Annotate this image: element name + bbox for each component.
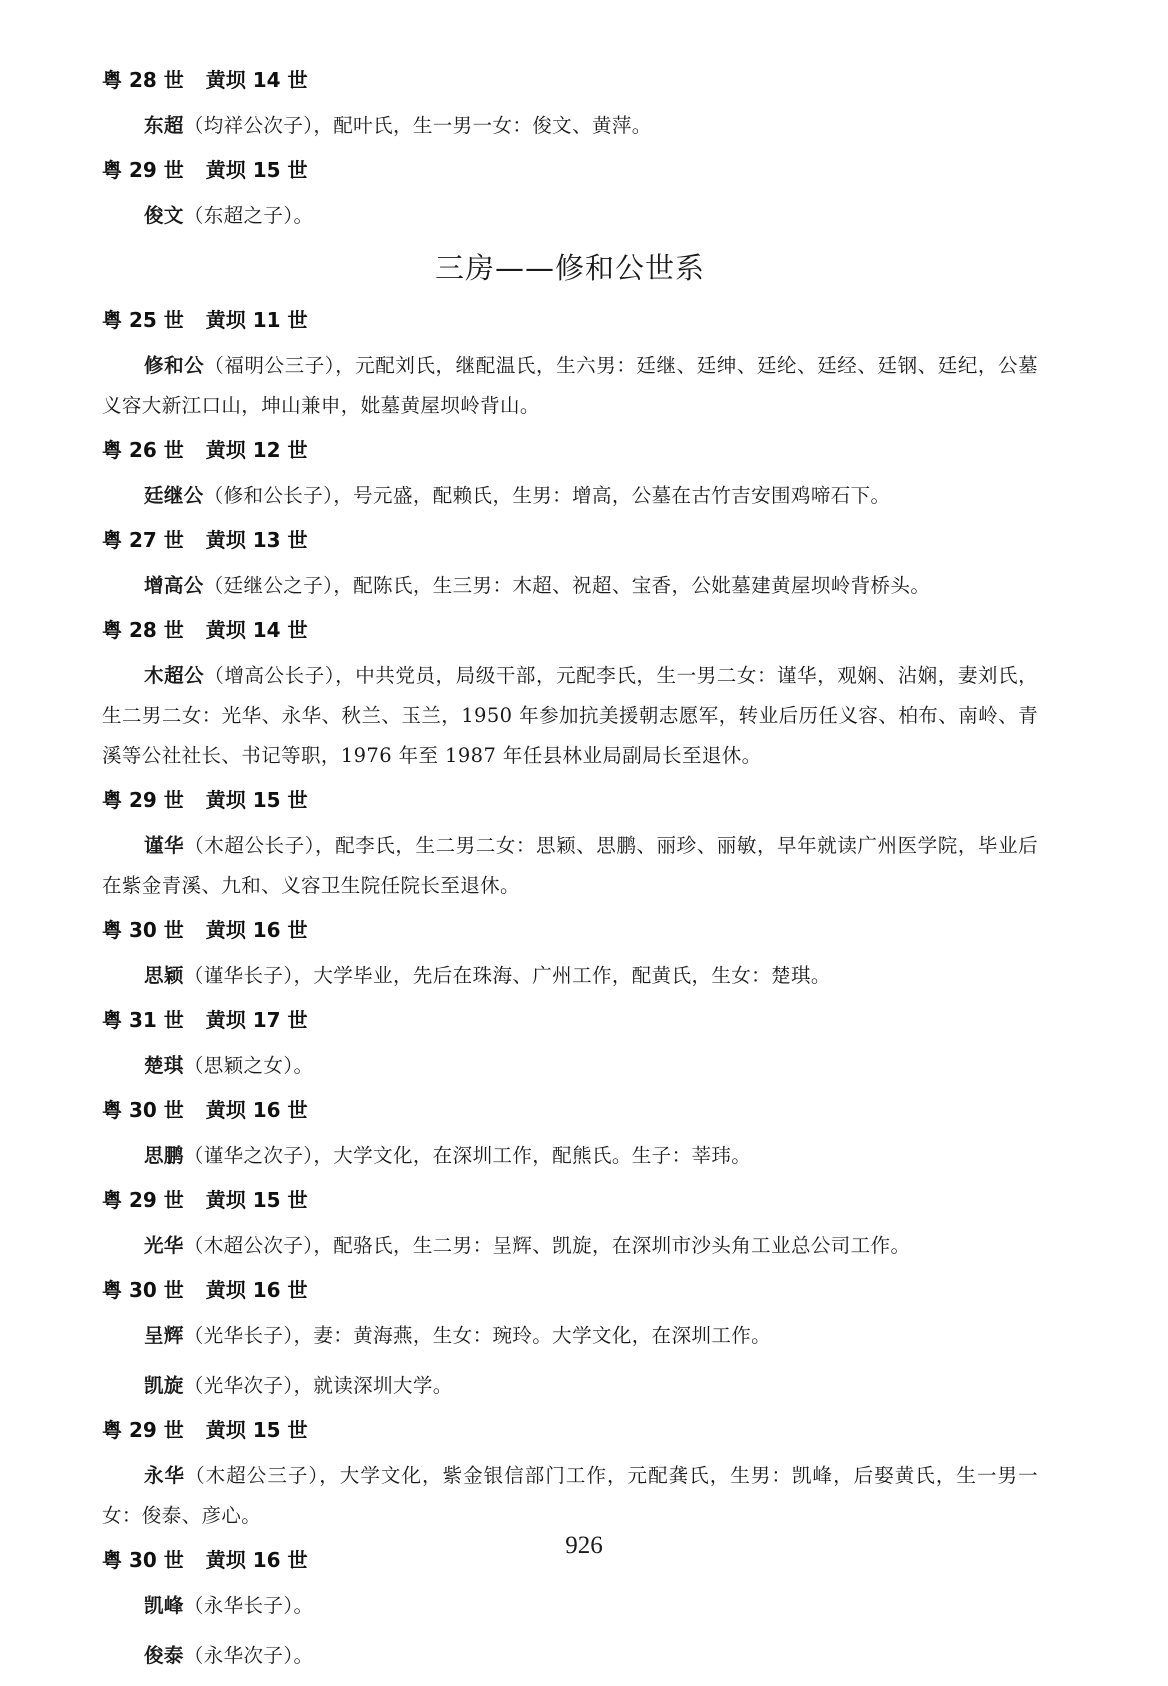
- huangba-generation: 黄坝 15 世: [205, 1418, 308, 1442]
- person-description: （谨华之次子），大学文化，在深圳工作，配熊氏。生子：莘玮。: [183, 1144, 752, 1167]
- person-name: 廷继公: [144, 484, 204, 507]
- person-entry: [102, 1316, 1038, 1356]
- person-name: 光华: [144, 1234, 184, 1257]
- genealogy-content: [102, 66, 1038, 1686]
- person-name: 谨华: [144, 834, 185, 857]
- generation-header: [102, 1276, 1038, 1304]
- person-name: 东超: [144, 114, 184, 137]
- yue-generation: 粤 30 世: [102, 918, 184, 942]
- huangba-generation: 黄坝 17 世: [205, 1008, 308, 1032]
- yue-generation: 粤 28 世: [102, 68, 184, 92]
- yue-generation: 粤 31 世: [102, 1008, 184, 1032]
- person-entry: [102, 956, 1038, 996]
- person-entry: [102, 1636, 1038, 1676]
- person-entry: [102, 196, 1038, 236]
- generation-header: [102, 436, 1038, 464]
- generation-header: [102, 1006, 1038, 1034]
- person-description: （木超公三子），大学文化，紫金银信部门工作，元配龚氏，生男：凯峰，后娶黄氏，生一男一女：俊泰、彦心。: [102, 1464, 1038, 1527]
- generation-header: [102, 1416, 1038, 1444]
- person-name: 凯旋: [144, 1374, 184, 1397]
- yue-generation: 粤 29 世: [102, 158, 184, 182]
- person-name: 呈辉: [144, 1324, 184, 1347]
- huangba-generation: 黄坝 15 世: [205, 158, 308, 182]
- person-description: （东超之子）。: [183, 204, 314, 227]
- person-name: 俊文: [144, 204, 184, 227]
- person-name: 思颖: [144, 964, 184, 987]
- person-entry: [102, 1456, 1038, 1536]
- generation-header: [102, 616, 1038, 644]
- yue-generation: 粤 29 世: [102, 788, 184, 812]
- person-entry: [102, 1136, 1038, 1176]
- person-entry: [102, 1366, 1038, 1406]
- yue-generation: 粤 30 世: [102, 1098, 184, 1122]
- person-entry: [102, 1226, 1038, 1266]
- person-description: （谨华长子），大学毕业，先后在珠海、广州工作，配黄氏，生女：楚琪。: [183, 964, 831, 987]
- huangba-generation: 黄坝 12 世: [205, 438, 308, 462]
- person-entry: [102, 106, 1038, 146]
- yue-generation: 粤 28 世: [102, 618, 184, 642]
- person-description: （均祥公次子），配叶氏，生一男一女：俊文、黄萍。: [183, 114, 652, 137]
- person-entry: [102, 1046, 1038, 1086]
- huangba-generation: 黄坝 15 世: [205, 1188, 308, 1212]
- section-title: 三房——修和公世系: [434, 251, 705, 285]
- person-description: （木超公次子），配骆氏，生二男：呈辉、凯旋，在深圳市沙头角工业总公司工作。: [183, 1234, 911, 1257]
- section-body: [102, 306, 1038, 1676]
- person-description: （廷继公之子），配陈氏，生三男：木超、祝超、宝香，公妣墓建黄屋坝岭背桥头。: [203, 574, 931, 597]
- generation-header: [102, 916, 1038, 944]
- huangba-generation: 黄坝 16 世: [205, 1548, 308, 1572]
- person-name: 增高公: [144, 574, 204, 597]
- person-entry: [102, 656, 1038, 776]
- person-description: （永华次子）。: [183, 1644, 314, 1667]
- huangba-generation: 黄坝 16 世: [205, 918, 308, 942]
- yue-generation: 粤 30 世: [102, 1278, 184, 1302]
- person-description: （光华次子），就读深圳大学。: [183, 1374, 453, 1397]
- huangba-generation: 黄坝 14 世: [205, 68, 308, 92]
- yue-generation: 粤 26 世: [102, 438, 184, 462]
- generation-header: [102, 1186, 1038, 1214]
- person-description: （修和公长子），号元盛，配赖氏，生男：增高，公墓在古竹吉安围鸡啼石下。: [203, 484, 891, 507]
- yue-generation: 粤 25 世: [102, 308, 184, 332]
- yue-generation: 粤 29 世: [102, 1418, 184, 1442]
- yue-generation: 粤 29 世: [102, 1188, 184, 1212]
- person-description: （木超公长子），配李氏，生二男二女：思颖、思鹏、丽珍、丽敏，早年就读广州医学院，毕业后在紫金青溪、九和、义容卫生院任院长至退休。: [102, 834, 1038, 897]
- generation-header: [102, 306, 1038, 334]
- huangba-generation: 黄坝 16 世: [205, 1278, 308, 1302]
- person-name: 永华: [144, 1464, 186, 1487]
- person-name: 楚琪: [144, 1054, 184, 1077]
- generation-header: [102, 156, 1038, 184]
- person-name: 木超公: [144, 664, 205, 687]
- generation-header: [102, 786, 1038, 814]
- generation-header: [102, 526, 1038, 554]
- huangba-generation: 黄坝 15 世: [205, 788, 308, 812]
- huangba-generation: 黄坝 11 世: [205, 308, 308, 332]
- huangba-generation: 黄坝 13 世: [205, 528, 308, 552]
- person-entry: [102, 346, 1038, 426]
- person-name: 凯峰: [144, 1594, 184, 1617]
- pre-section: [102, 66, 1038, 236]
- person-description: （福明公三子），元配刘氏，继配温氏，生六男：廷继、廷绅、廷纶、廷经、廷钢、廷纪，公墓义容大新江口山，坤山兼申，妣墓黄屋坝岭背山。: [102, 354, 1038, 417]
- yue-generation: 粤 30 世: [102, 1548, 184, 1572]
- person-entry: [102, 826, 1038, 906]
- person-entry: [102, 476, 1038, 516]
- person-entry: [102, 566, 1038, 606]
- person-description: （增高公长子），中共党员，局级干部，元配李氏，生一男二女：谨华，观娴、沾娴，妻刘氏，生二男二女：光华、永华、秋兰、玉兰，1950 年参加抗美援朝志愿军，转业后历任义容、柏布、南岭、青溪等公社社长、书记等职，1976 年至 1987 年任县林业局副局长至退休。: [102, 664, 1038, 767]
- huangba-generation: 黄坝 14 世: [205, 618, 308, 642]
- huangba-generation: 黄坝 16 世: [205, 1098, 308, 1122]
- generation-header: [102, 1096, 1038, 1124]
- person-description: （光华长子），妻：黄海燕，生女：琬玲。大学文化，在深圳工作。: [183, 1324, 772, 1347]
- person-name: 修和公: [144, 354, 205, 377]
- person-name: 俊泰: [144, 1644, 184, 1667]
- page-number: 926: [565, 1532, 603, 1559]
- person-entry: [102, 1586, 1038, 1626]
- person-description: （思颖之女）。: [183, 1054, 314, 1077]
- yue-generation: 粤 27 世: [102, 528, 184, 552]
- person-name: 思鹏: [144, 1144, 184, 1167]
- generation-header: [102, 66, 1038, 94]
- person-description: （永华长子）。: [183, 1594, 314, 1617]
